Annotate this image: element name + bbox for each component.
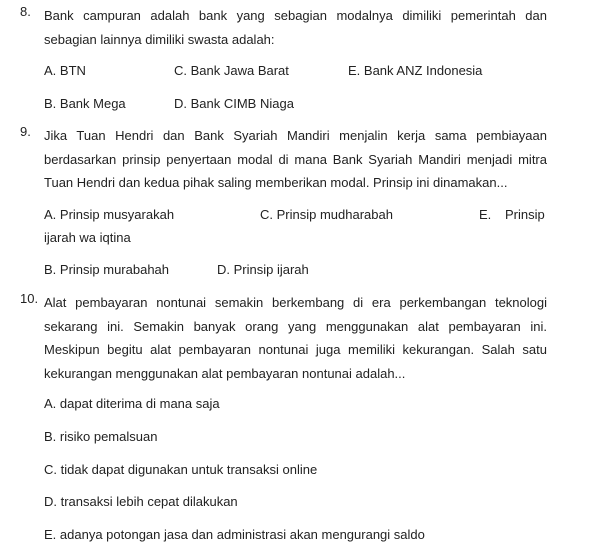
option-e-letter[interactable]: E.: [479, 207, 492, 222]
option-a[interactable]: A. Prinsip musyarakah: [44, 207, 175, 222]
option-e-text[interactable]: Prinsip: [505, 207, 545, 222]
option-a[interactable]: A. dapat diterima di mana saja: [44, 396, 220, 411]
question-9: [20, 124, 547, 195]
question-number: 9.: [20, 124, 31, 139]
question-number: 8.: [20, 4, 31, 19]
option-e[interactable]: E. adanya potongan jasa dan administrasi akan mengurangi saldo: [44, 527, 425, 542]
question-stem: Jika Tuan Hendri dan Bank Syariah Mandiri menjalin kerja sama pembiayaan berdasarkan prinsip penyertaan modal di mana Bank Syariah Mandiri menjadi mitra Tuan Hendri dan kedua pihak saling memberikan modal. Prinsip ini dinamakan...: [44, 128, 547, 190]
option-c[interactable]: C. tidak dapat digunakan untuk transaksi online: [44, 462, 318, 477]
question-stem: Bank campuran adalah bank yang sebagian modalnya dimiliki pemerintah dan sebagian lainnya dimiliki swasta adalah:: [44, 8, 547, 47]
option-b[interactable]: B. Prinsip murabahah: [44, 262, 170, 277]
question-8: [20, 4, 547, 51]
option-d[interactable]: D. transaksi lebih cepat dilakukan: [44, 494, 238, 509]
option-d[interactable]: D. Prinsip ijarah: [217, 262, 309, 277]
option-e-text-continued[interactable]: ijarah wa iqtina: [44, 230, 131, 245]
option-d[interactable]: D. Bank CIMB Niaga: [174, 96, 294, 111]
question-10: [20, 291, 547, 385]
option-c[interactable]: C. Bank Jawa Barat: [174, 63, 289, 78]
option-b[interactable]: B. Bank Mega: [44, 96, 126, 111]
option-c[interactable]: C. Prinsip mudharabah: [260, 207, 393, 222]
question-number: 10.: [20, 291, 39, 306]
option-e[interactable]: E. Bank ANZ Indonesia: [348, 63, 483, 78]
question-stem: Alat pembayaran nontunai semakin berkembang di era perkembangan teknologi sekarang ini. Semakin banyak orang yang menggunakan alat pembayaran ini. Meskipun begitu alat pembayaran nontunai juga memiliki kekurangan. Salah satu kekurangan menggunakan alat pembayaran nontunai adalah...: [44, 295, 547, 381]
option-b[interactable]: B. risiko pemalsuan: [44, 429, 158, 444]
option-a[interactable]: A. BTN: [44, 63, 86, 78]
